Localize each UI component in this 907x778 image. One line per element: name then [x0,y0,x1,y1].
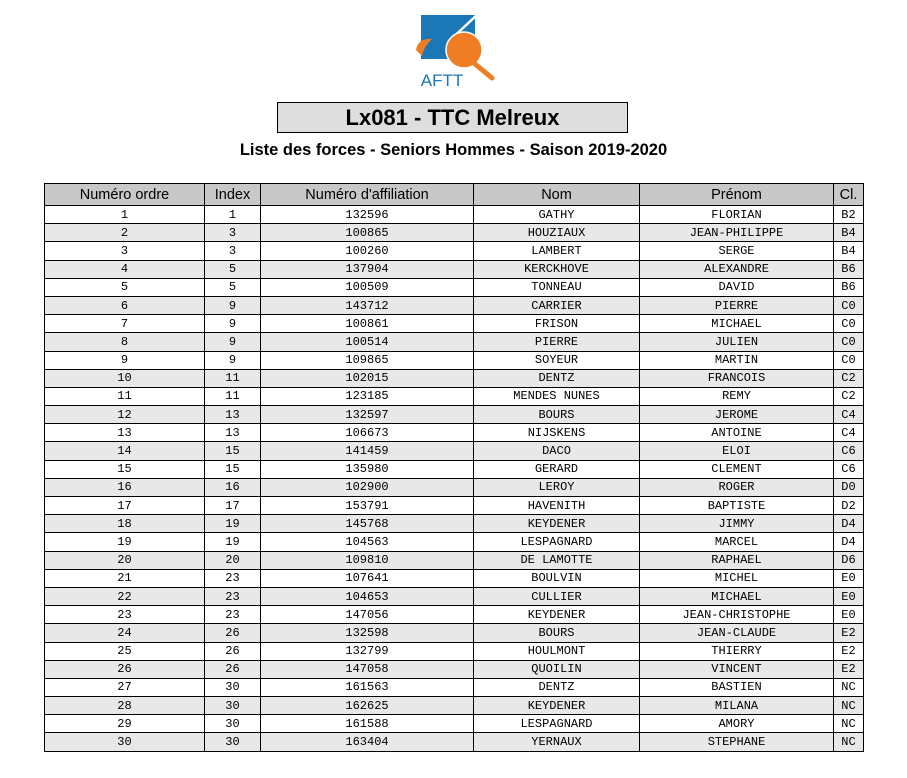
cell-classement: E0 [834,569,864,587]
cell-classement: E2 [834,624,864,642]
cell-nom: LAMBERT [474,242,640,260]
cell-index: 9 [205,315,261,333]
cell-numero-ordre: 13 [45,424,205,442]
cell-numero-affiliation: 161563 [261,678,474,696]
cell-prenom: MICHAEL [640,587,834,605]
header-classement: Cl. [834,184,864,206]
cell-nom: KEYDENER [474,606,640,624]
cell-prenom: PIERRE [640,296,834,314]
cell-numero-affiliation: 123185 [261,387,474,405]
table-row [45,551,864,569]
table-row [45,242,864,260]
header-numero-affiliation: Numéro d'affiliation [261,184,474,206]
cell-numero-affiliation: 100865 [261,224,474,242]
cell-prenom: MARTIN [640,351,834,369]
cell-nom: BOURS [474,406,640,424]
cell-index: 19 [205,533,261,551]
cell-index: 30 [205,733,261,751]
table-row [45,587,864,605]
cell-index: 19 [205,515,261,533]
cell-classement: E2 [834,660,864,678]
cell-numero-affiliation: 102015 [261,369,474,387]
cell-numero-ordre: 16 [45,478,205,496]
cell-classement: C0 [834,351,864,369]
cell-nom: NIJSKENS [474,424,640,442]
cell-prenom: BASTIEN [640,678,834,696]
cell-nom: TONNEAU [474,278,640,296]
cell-nom: PIERRE [474,333,640,351]
cell-nom: CULLIER [474,587,640,605]
cell-prenom: FRANCOIS [640,369,834,387]
cell-index: 30 [205,678,261,696]
cell-numero-ordre: 19 [45,533,205,551]
cell-classement: D2 [834,497,864,515]
cell-numero-ordre: 7 [45,315,205,333]
cell-nom: GATHY [474,206,640,224]
table-row [45,569,864,587]
cell-numero-ordre: 4 [45,260,205,278]
cell-prenom: JEAN-CLAUDE [640,624,834,642]
cell-index: 15 [205,460,261,478]
table-row [45,260,864,278]
cell-numero-ordre: 22 [45,587,205,605]
cell-index: 23 [205,606,261,624]
cell-index: 5 [205,278,261,296]
cell-prenom: THIERRY [640,642,834,660]
table-row [45,387,864,405]
cell-index: 9 [205,296,261,314]
table-row [45,296,864,314]
aftt-logo-icon [412,12,496,88]
cell-prenom: ROGER [640,478,834,496]
cell-nom: FRISON [474,315,640,333]
cell-numero-ordre: 5 [45,278,205,296]
forces-table [44,183,864,752]
header-numero-ordre: Numéro ordre [45,184,205,206]
cell-numero-ordre: 11 [45,387,205,405]
cell-numero-affiliation: 132597 [261,406,474,424]
cell-numero-affiliation: 100509 [261,278,474,296]
cell-numero-affiliation: 132799 [261,642,474,660]
table-row [45,678,864,696]
cell-prenom: CLEMENT [640,460,834,478]
cell-classement: NC [834,715,864,733]
cell-index: 23 [205,569,261,587]
cell-numero-ordre: 23 [45,606,205,624]
cell-numero-affiliation: 162625 [261,697,474,715]
cell-numero-affiliation: 161588 [261,715,474,733]
cell-nom: BOULVIN [474,569,640,587]
cell-prenom: ALEXANDRE [640,260,834,278]
cell-prenom: ANTOINE [640,424,834,442]
cell-prenom: STEPHANE [640,733,834,751]
cell-numero-affiliation: 100260 [261,242,474,260]
cell-index: 9 [205,333,261,351]
cell-classement: B6 [834,260,864,278]
cell-nom: BOURS [474,624,640,642]
cell-classement: E2 [834,642,864,660]
cell-index: 20 [205,551,261,569]
cell-nom: KEYDENER [474,515,640,533]
cell-nom: DENTZ [474,369,640,387]
cell-numero-affiliation: 102900 [261,478,474,496]
cell-nom: LEROY [474,478,640,496]
cell-classement: C6 [834,460,864,478]
page-subtitle: Liste des forces - Seniors Hommes - Saison 2019-2020 [239,141,668,159]
cell-nom: HOULMONT [474,642,640,660]
cell-numero-ordre: 25 [45,642,205,660]
cell-numero-affiliation: 109810 [261,551,474,569]
cell-numero-ordre: 15 [45,460,205,478]
cell-numero-affiliation: 109865 [261,351,474,369]
cell-numero-ordre: 29 [45,715,205,733]
table-row [45,351,864,369]
cell-prenom: DAVID [640,278,834,296]
table-row [45,224,864,242]
cell-numero-affiliation: 135980 [261,460,474,478]
cell-nom: DENTZ [474,678,640,696]
cell-index: 13 [205,406,261,424]
cell-nom: GERARD [474,460,640,478]
cell-index: 17 [205,497,261,515]
cell-index: 11 [205,369,261,387]
cell-index: 5 [205,260,261,278]
table-row [45,533,864,551]
cell-index: 23 [205,587,261,605]
cell-index: 30 [205,697,261,715]
cell-prenom: REMY [640,387,834,405]
cell-numero-affiliation: 163404 [261,733,474,751]
cell-numero-ordre: 8 [45,333,205,351]
cell-classement: NC [834,733,864,751]
cell-nom: DE LAMOTTE [474,551,640,569]
cell-numero-ordre: 14 [45,442,205,460]
cell-numero-ordre: 18 [45,515,205,533]
cell-nom: DACO [474,442,640,460]
cell-classement: E0 [834,606,864,624]
cell-numero-ordre: 28 [45,697,205,715]
cell-numero-ordre: 9 [45,351,205,369]
table-row [45,424,864,442]
cell-prenom: AMORY [640,715,834,733]
cell-prenom: BAPTISTE [640,497,834,515]
cell-numero-ordre: 6 [45,296,205,314]
cell-classement: B6 [834,278,864,296]
cell-index: 13 [205,424,261,442]
cell-classement: NC [834,678,864,696]
cell-numero-ordre: 26 [45,660,205,678]
cell-nom: KERCKHOVE [474,260,640,278]
cell-numero-affiliation: 104563 [261,533,474,551]
cell-numero-ordre: 17 [45,497,205,515]
cell-numero-affiliation: 132596 [261,206,474,224]
cell-index: 16 [205,478,261,496]
cell-index: 3 [205,224,261,242]
header-nom: Nom [474,184,640,206]
cell-classement: D0 [834,478,864,496]
table-row [45,715,864,733]
cell-numero-ordre: 12 [45,406,205,424]
cell-classement: NC [834,697,864,715]
cell-classement: C4 [834,424,864,442]
cell-numero-affiliation: 145768 [261,515,474,533]
header-index: Index [205,184,261,206]
table-row [45,206,864,224]
cell-classement: B4 [834,242,864,260]
table-row [45,660,864,678]
table-row [45,478,864,496]
cell-index: 30 [205,715,261,733]
cell-index: 1 [205,206,261,224]
aftt-logo [412,12,496,88]
cell-classement: C2 [834,369,864,387]
cell-prenom: MICHEL [640,569,834,587]
page-title: Lx081 - TTC Melreux [277,102,628,133]
cell-index: 26 [205,624,261,642]
cell-nom: YERNAUX [474,733,640,751]
cell-numero-ordre: 24 [45,624,205,642]
cell-nom: HAVENITH [474,497,640,515]
cell-nom: HOUZIAUX [474,224,640,242]
cell-numero-affiliation: 147056 [261,606,474,624]
cell-nom: SOYEUR [474,351,640,369]
cell-classement: C0 [834,333,864,351]
table-row [45,624,864,642]
cell-classement: B4 [834,224,864,242]
cell-numero-ordre: 21 [45,569,205,587]
cell-prenom: MARCEL [640,533,834,551]
cell-classement: B2 [834,206,864,224]
table-row [45,406,864,424]
cell-classement: C0 [834,315,864,333]
cell-numero-affiliation: 141459 [261,442,474,460]
cell-prenom: JULIEN [640,333,834,351]
cell-numero-affiliation: 137904 [261,260,474,278]
cell-classement: C4 [834,406,864,424]
cell-numero-affiliation: 100514 [261,333,474,351]
table-row [45,460,864,478]
cell-classement: D4 [834,533,864,551]
table-row [45,333,864,351]
table-row [45,733,864,751]
table-row [45,278,864,296]
cell-numero-affiliation: 104653 [261,587,474,605]
cell-prenom: SERGE [640,242,834,260]
table-row [45,697,864,715]
cell-numero-ordre: 10 [45,369,205,387]
cell-classement: D4 [834,515,864,533]
cell-classement: C2 [834,387,864,405]
cell-numero-ordre: 30 [45,733,205,751]
cell-prenom: MICHAEL [640,315,834,333]
cell-classement: C0 [834,296,864,314]
table-row [45,442,864,460]
cell-index: 26 [205,660,261,678]
cell-numero-affiliation: 147058 [261,660,474,678]
cell-numero-ordre: 3 [45,242,205,260]
cell-prenom: JEAN-PHILIPPE [640,224,834,242]
cell-numero-affiliation: 107641 [261,569,474,587]
cell-prenom: JEAN-CHRISTOPHE [640,606,834,624]
table-row [45,642,864,660]
cell-index: 11 [205,387,261,405]
cell-index: 9 [205,351,261,369]
table-header-row [45,184,864,206]
cell-classement: E0 [834,587,864,605]
cell-numero-ordre: 27 [45,678,205,696]
table-row [45,369,864,387]
cell-prenom: JIMMY [640,515,834,533]
cell-nom: LESPAGNARD [474,533,640,551]
logo-text: AFTT [420,71,464,88]
cell-nom: MENDES NUNES [474,387,640,405]
cell-classement: D6 [834,551,864,569]
cell-index: 26 [205,642,261,660]
cell-classement: C6 [834,442,864,460]
cell-numero-affiliation: 100861 [261,315,474,333]
cell-numero-affiliation: 106673 [261,424,474,442]
cell-prenom: FLORIAN [640,206,834,224]
cell-prenom: VINCENT [640,660,834,678]
cell-numero-affiliation: 132598 [261,624,474,642]
cell-prenom: RAPHAEL [640,551,834,569]
cell-numero-affiliation: 153791 [261,497,474,515]
table-row [45,515,864,533]
cell-nom: KEYDENER [474,697,640,715]
cell-nom: LESPAGNARD [474,715,640,733]
cell-prenom: MILANA [640,697,834,715]
header-prenom: Prénom [640,184,834,206]
cell-index: 3 [205,242,261,260]
cell-numero-ordre: 2 [45,224,205,242]
cell-nom: QUOILIN [474,660,640,678]
cell-prenom: ELOI [640,442,834,460]
cell-index: 15 [205,442,261,460]
cell-numero-affiliation: 143712 [261,296,474,314]
table-row [45,606,864,624]
cell-prenom: JEROME [640,406,834,424]
table-row [45,497,864,515]
cell-numero-ordre: 20 [45,551,205,569]
cell-numero-ordre: 1 [45,206,205,224]
table-row [45,315,864,333]
cell-nom: CARRIER [474,296,640,314]
